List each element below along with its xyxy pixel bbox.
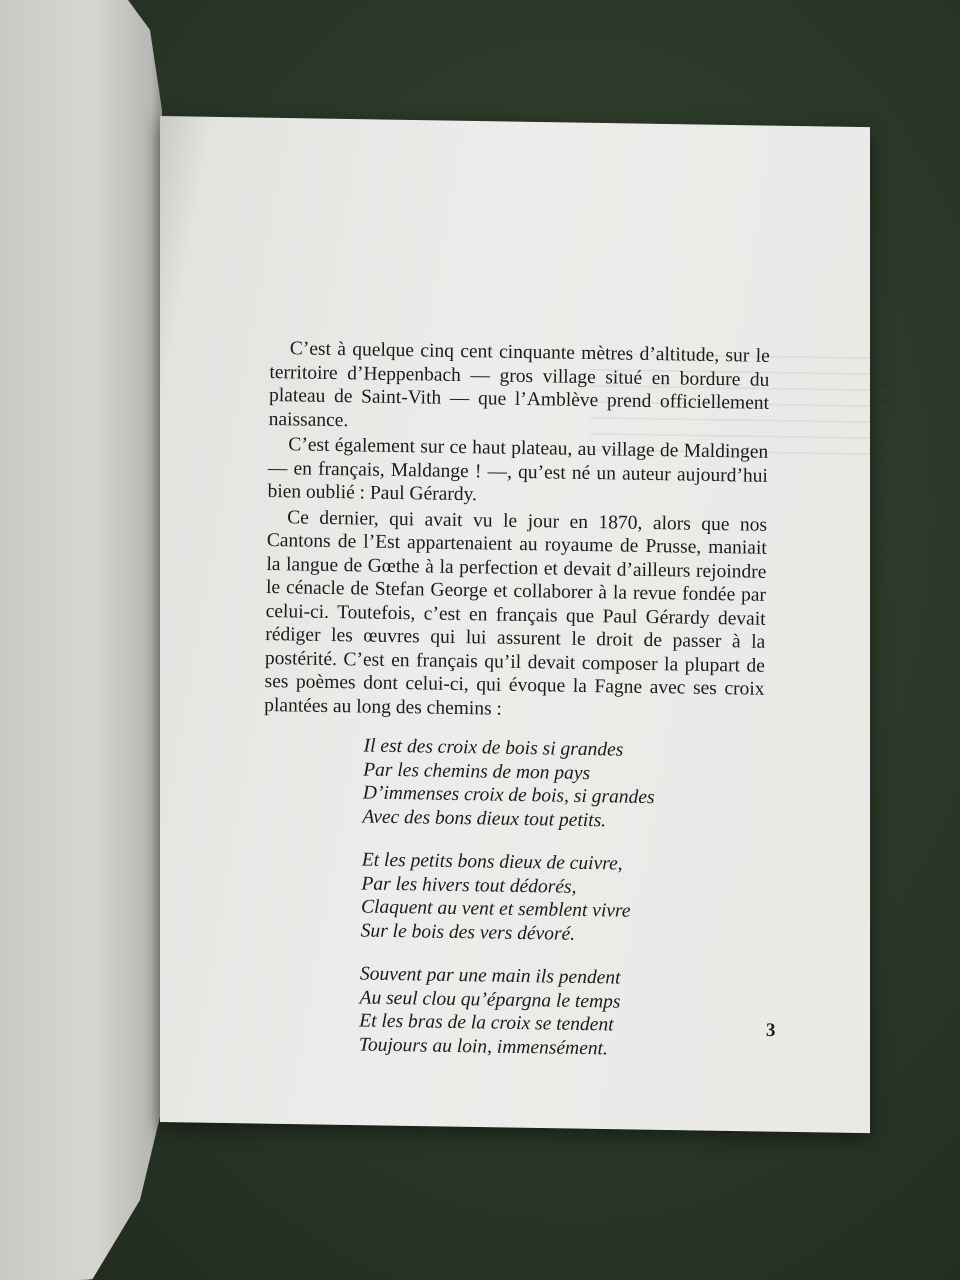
verse: Par les hivers tout dédorés,: [361, 873, 577, 898]
verse: D’immenses croix de bois, si grandes: [362, 782, 655, 809]
page-text: [258, 337, 770, 1083]
verse: Il est des croix de bois si grandes: [363, 735, 624, 761]
left-page-edge: [0, 0, 168, 1280]
paragraph-2: C’est également sur ce haut plateau, au village de Maldingen — en français, Maldange ! —, qu’est né un auteur aujourd’hui bien oublié : Paul Gérardy.: [267, 434, 769, 506]
verse: Et les petits bons dieux de cuivre,: [361, 849, 623, 875]
verse: Par les chemins de mon pays: [363, 759, 591, 784]
page-number: 3: [765, 1019, 776, 1042]
verse: Avec des bons dieux tout petits.: [362, 806, 607, 831]
verse: Toujours au loin, immensément.: [358, 1033, 609, 1059]
verse: Sur le bois des vers dévoré.: [360, 919, 576, 945]
paragraph-1: C’est à quelque cinq cent cinquante mètres d’altitude, sur le territoire d’Heppenbach — gros village situé en bordure du plateau de Saint-Vith — que l’Amblève prend officiellement naissance.: [268, 338, 770, 431]
poem: [359, 735, 764, 1063]
paragraph-3: Ce dernier, qui avait vu le jour en 1870, alors que nos Cantons de l’Est appartenaient au royaume de Prusse, maniait la langue de Gœthe à la perfection et devait d’ailleurs rejoindre le cénacle de Stefan George et collaborer à la revue fondée par celui-ci. Toutefois, c’est en français que Paul Gérardy devait rédiger les œuvres qui lui assurent le droit de passer à la postérité. C’est en français qu’il devait composer la plupart de ses poèmes dont celui-ci, qui évoque la Fagne avec ses croix plantées au long des chemins :: [264, 506, 768, 720]
verse: Et les bras de la croix se tendent: [359, 1010, 614, 1036]
verse: Au seul clou qu’épargna le temps: [359, 986, 621, 1013]
stanza-3: [359, 962, 760, 1062]
verse: Souvent par une main ils pendent: [359, 963, 621, 989]
stanza-1: [362, 735, 763, 835]
verse: Claquent au vent et semblent vivre: [360, 896, 631, 922]
stanza-2: [361, 849, 762, 949]
